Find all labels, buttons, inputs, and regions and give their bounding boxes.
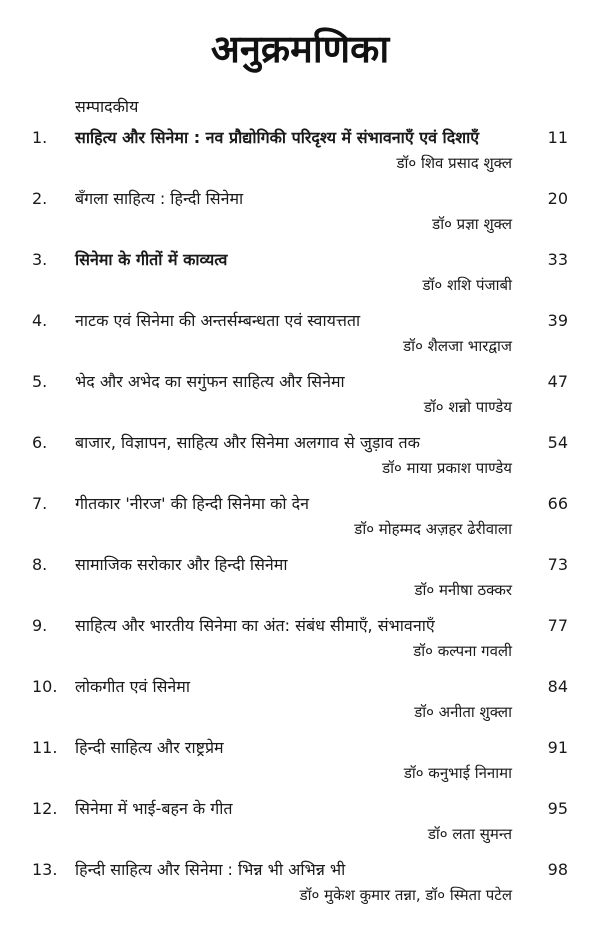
entry-title: नाटक एवं सिनेमा की अन्तर्सम्बन्धता एवं स्वायत्तता (75, 311, 361, 330)
toc-entry (0, 728, 600, 789)
entry-page-number: 91 (547, 738, 568, 757)
entry-title: साहित्य और भारतीय सिनेमा का अंत: संबंध सीमाएँ, संभावनाएँ (75, 616, 435, 635)
entry-number: 4. (32, 311, 48, 330)
entry-page-number: 77 (547, 616, 568, 635)
entry-number: 10. (32, 677, 58, 696)
entry-number: 8. (32, 555, 48, 574)
entry-author: डॉ० शिव प्रसाद शुक्ल (396, 154, 512, 172)
entry-author: डॉ० अनीता शुक्ला (414, 703, 512, 721)
entry-author: डॉ० मोहम्मद अज़हर ढेरीवाला (354, 520, 512, 538)
entry-page-number: 54 (547, 433, 568, 452)
entry-page-number: 39 (547, 311, 568, 330)
entry-number: 13. (32, 860, 58, 879)
entry-page-number: 33 (547, 250, 568, 269)
entry-title: हिन्दी साहित्य और सिनेमा : भिन्न भी अभिन्न भी (75, 860, 346, 879)
entry-author: डॉ० प्रज्ञा शुक्ल (432, 215, 512, 233)
entry-title: गीतकार 'नीरज' की हिन्दी सिनेमा को देन (75, 494, 310, 513)
preface-entry: सम्पादकीय (75, 97, 139, 116)
entry-page-number: 20 (547, 189, 568, 208)
toc-entry (0, 606, 600, 667)
entry-title: साहित्य और सिनेमा : नव प्रौद्योगिकी परिदृश्य में संभावनाएँ एवं दिशाएँ (75, 128, 480, 147)
entry-number: 7. (32, 494, 48, 513)
toc-entry (0, 423, 600, 484)
entry-title: सिनेमा में भाई-बहन के गीत (75, 799, 233, 818)
entry-title: भेद और अभेद का सगुंफन साहित्य और सिनेमा (75, 372, 345, 391)
toc-entry (0, 179, 600, 240)
entry-number: 11. (32, 738, 58, 757)
toc-entry (0, 545, 600, 606)
entry-title: बँगला साहित्य : हिन्दी सिनेमा (75, 189, 244, 208)
entry-number: 9. (32, 616, 48, 635)
toc-entry (0, 118, 600, 179)
entry-page-number: 47 (547, 372, 568, 391)
entry-page-number: 11 (547, 128, 568, 147)
entry-page-number: 66 (547, 494, 568, 513)
entry-author: डॉ० शन्नो पाण्डेय (423, 398, 512, 416)
entry-number: 12. (32, 799, 58, 818)
entry-page-number: 95 (547, 799, 568, 818)
entry-number: 1. (32, 128, 48, 147)
entry-author: डॉ० शशि पंजाबी (422, 276, 512, 294)
entry-page-number: 73 (547, 555, 568, 574)
entry-title: सिनेमा के गीतों में काव्यत्व (75, 250, 228, 269)
entry-title: लोकगीत एवं सिनेमा (75, 677, 191, 696)
entry-author: डॉ० माया प्रकाश पाण्डेय (382, 459, 512, 477)
entry-page-number: 98 (547, 860, 568, 879)
entry-author: डॉ० मनीषा ठक्कर (414, 581, 512, 599)
toc-entry (0, 362, 600, 423)
toc-entry (0, 667, 600, 728)
entry-page-number: 84 (547, 677, 568, 696)
entry-author: डॉ० कनुभाई निनामा (403, 764, 512, 782)
entry-title: बाजार, विज्ञापन, साहित्य और सिनेमा अलगाव से जुड़ाव तक (75, 433, 420, 452)
entry-author: डॉ० कल्पना गवली (413, 642, 512, 660)
page-title: अनुक्रमणिका (210, 27, 390, 71)
toc-entry (0, 301, 600, 362)
entry-author: डॉ० मुकेश कुमार तन्ना, डॉ० स्मिता पटेल (299, 886, 512, 904)
entry-title: हिन्दी साहित्य और राष्ट्रप्रेम (75, 738, 224, 757)
toc-entry (0, 484, 600, 545)
entry-number: 3. (32, 250, 48, 269)
entry-title: सामाजिक सरोकार और हिन्दी सिनेमा (75, 555, 288, 574)
entry-number: 5. (32, 372, 48, 391)
entry-author: डॉ० लता सुमन्त (427, 825, 512, 843)
entry-number: 2. (32, 189, 48, 208)
toc-entry (0, 240, 600, 301)
entry-number: 6. (32, 433, 48, 452)
entry-author: डॉ० शैलजा भारद्वाज (403, 337, 512, 355)
toc-entry (0, 789, 600, 850)
toc-list (0, 118, 600, 911)
toc-entry (0, 850, 600, 911)
